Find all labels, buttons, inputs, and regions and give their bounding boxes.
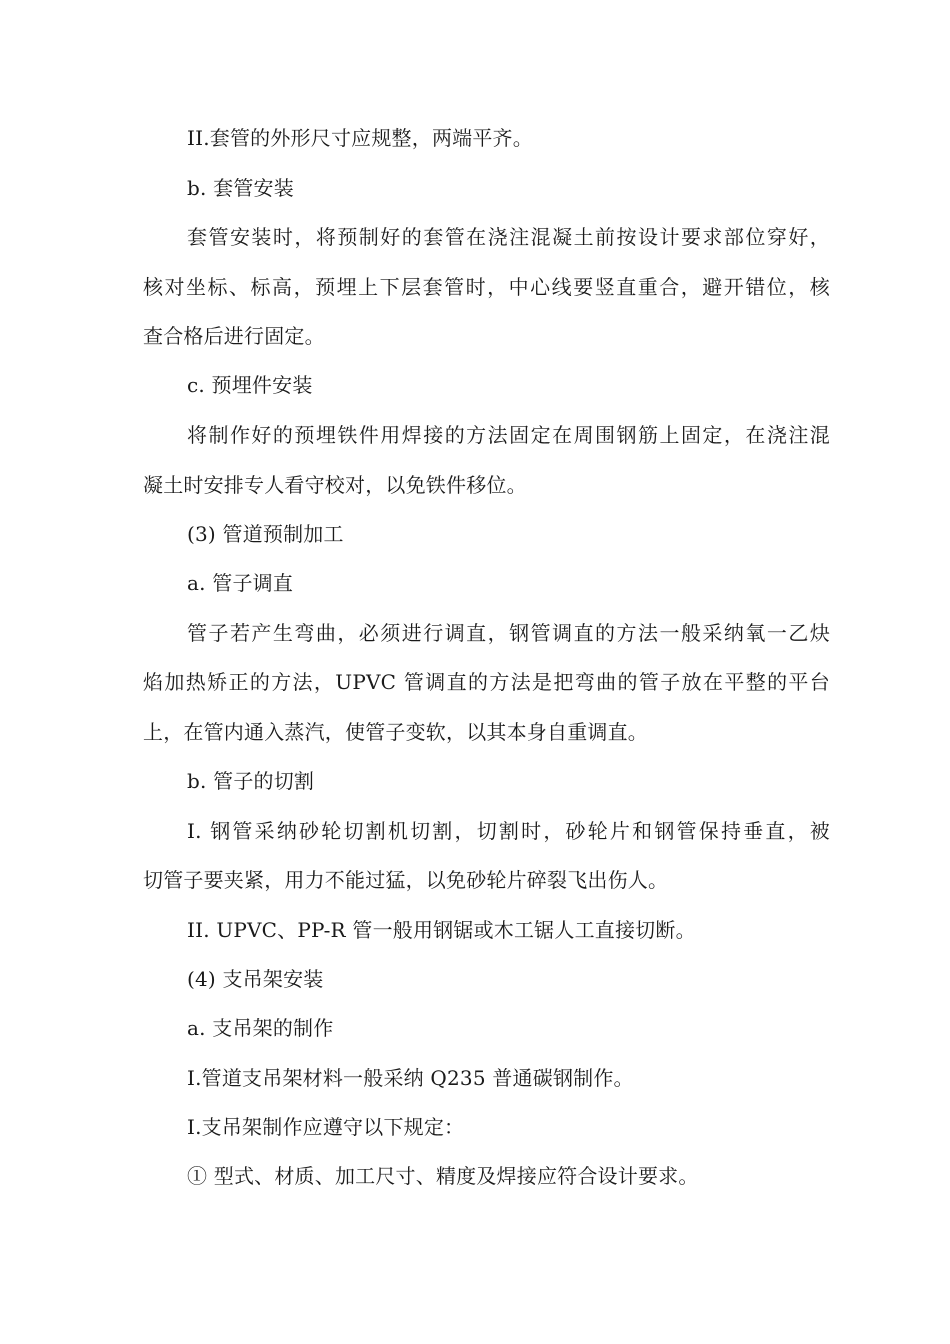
- paragraph-line: 切管子要夹紧，用力不能过猛，以免砂轮片碎裂飞出伤人。: [143, 868, 669, 892]
- paragraph-line: ① 型式、材质、加工尺寸、精度及焊接应符合设计要求。: [187, 1164, 699, 1188]
- paragraph-line: II.套管的外形尺寸应规整，两端平齐。: [187, 126, 533, 150]
- section-heading: b. 套管安装: [187, 176, 294, 200]
- section-heading: a. 支吊架的制作: [187, 1016, 334, 1040]
- paragraph-line: II. UPVC、PP-R 管一般用钢锯或木工锯人工直接切断。: [187, 918, 696, 942]
- paragraph-line: I.管道支吊架材料一般采纳 Q235 普通碳钢制作。: [187, 1066, 634, 1090]
- paragraph-line: 查合格后进行固定。: [143, 324, 325, 348]
- section-heading: c. 预埋件安装: [187, 373, 313, 397]
- paragraph-line: 套管安装时，将预制好的套管在浇注混凝土前按设计要求部位穿好，: [187, 225, 830, 249]
- section-heading: (3) 管道预制加工: [187, 522, 344, 546]
- section-heading: a. 管子调直: [187, 571, 294, 595]
- paragraph-line: 上，在管内通入蒸汽，使管子变软，以其本身自重调直。: [143, 720, 648, 744]
- paragraph-line: 将制作好的预埋铁件用焊接的方法固定在周围钢筋上固定，在浇注混: [187, 423, 830, 447]
- paragraph-line: I. 钢管采纳砂轮切割机切割，切割时，砂轮片和钢管保持垂直，被: [187, 819, 830, 843]
- paragraph-line: 管子若产生弯曲，必须进行调直，钢管调直的方法一般采纳氧一乙炔: [187, 621, 830, 645]
- paragraph-line: 核对坐标、标高，预埋上下层套管时，中心线要竖直重合，避开错位，核: [143, 275, 830, 299]
- section-heading: (4) 支吊架安装: [187, 967, 324, 991]
- section-heading: b. 管子的切割: [187, 769, 315, 793]
- paragraph-line: 焰加热矫正的方法，UPVC 管调直的方法是把弯曲的管子放在平整的平台: [143, 670, 830, 694]
- paragraph-line: 凝土时安排专人看守校对，以免铁件移位。: [143, 473, 527, 497]
- paragraph-line: I.支吊架制作应遵守以下规定：: [187, 1115, 465, 1139]
